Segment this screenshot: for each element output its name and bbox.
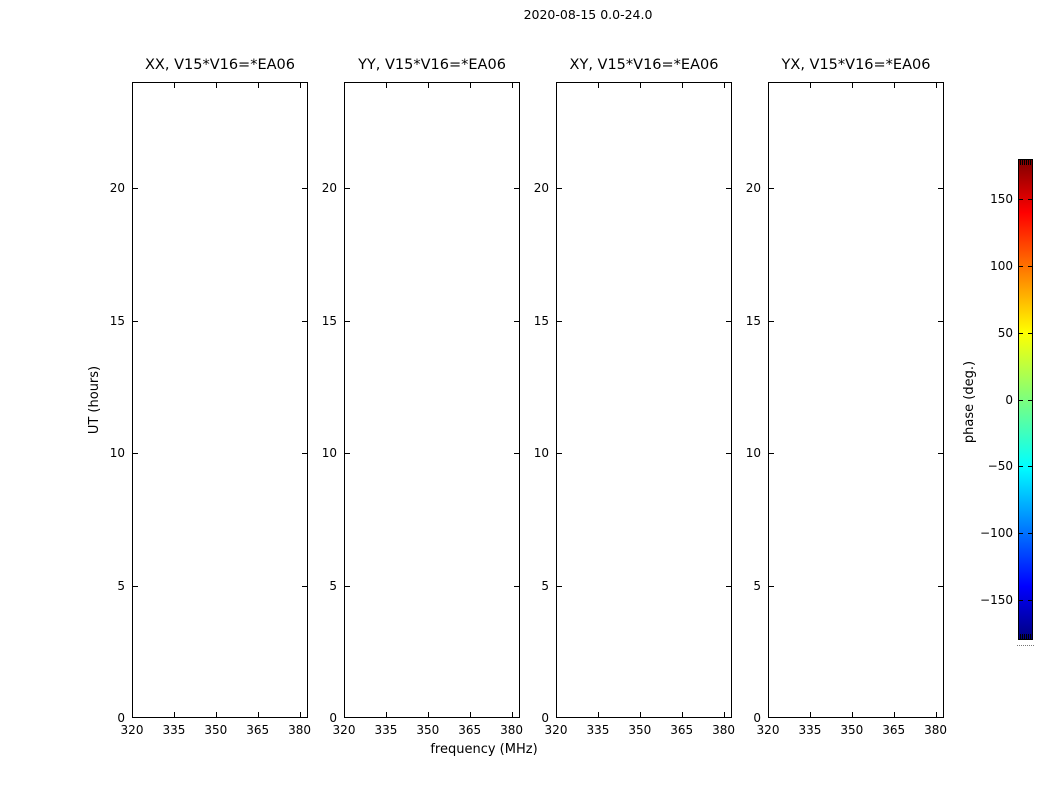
x-tick-mark [428, 712, 429, 717]
x-tick-label: 365 [458, 723, 482, 737]
y-tick-label: 5 [117, 578, 125, 593]
x-tick-label: 320 [544, 723, 568, 737]
y-tick-mark [769, 586, 774, 587]
x-tick-mark [216, 83, 217, 88]
colorbar-tick-mark [1028, 199, 1032, 200]
x-tick-mark [598, 83, 599, 88]
y-tick-label: 0 [541, 711, 549, 725]
x-tick-label: 365 [670, 723, 694, 737]
y-tick-mark [133, 453, 138, 454]
colorbar-tick-mark [1028, 466, 1032, 467]
colorbar-end-hatch [1022, 634, 1023, 639]
colorbar-tick-mark [1019, 466, 1023, 467]
y-tick-label: 0 [753, 711, 761, 725]
colorbar-label: phase (deg.) [962, 360, 977, 444]
x-tick-mark [174, 712, 175, 717]
y-tick-label: 5 [329, 578, 337, 593]
x-tick-label: 365 [246, 723, 270, 737]
x-tick-mark [258, 712, 259, 717]
x-tick-mark [470, 83, 471, 88]
y-tick-label: 20 [533, 181, 549, 195]
colorbar-end-hatch [1026, 634, 1027, 639]
colorbar-end-hatch [1030, 634, 1031, 639]
colorbar-tick-mark [1028, 600, 1032, 601]
x-tick-label: 335 [798, 723, 822, 737]
subplot-title-yx: YX, V15*V16=*EA06 [781, 57, 931, 73]
y-tick-label: 15 [745, 313, 761, 328]
colorbar-end-hatch [1026, 160, 1027, 165]
y-tick-mark [769, 453, 774, 454]
colorbar-tick-mark [1028, 533, 1032, 534]
colorbar-tick-mark [1019, 600, 1023, 601]
y-tick-mark [938, 321, 943, 322]
y-tick-mark [769, 188, 774, 189]
subplot-title-xx: XX, V15*V16=*EA06 [144, 57, 295, 73]
y-tick-mark [345, 321, 350, 322]
colorbar-tick-mark [1028, 400, 1032, 401]
x-tick-label: 350 [840, 723, 864, 737]
colorbar-tick-mark [1019, 199, 1023, 200]
y-tick-mark [133, 321, 138, 322]
y-tick-label: 0 [329, 711, 337, 725]
colorbar-end-hatch [1028, 160, 1029, 165]
x-tick-mark [470, 712, 471, 717]
y-tick-mark [557, 586, 562, 587]
colorbar-end-hatch [1030, 160, 1031, 165]
y-tick-mark [557, 321, 562, 322]
x-tick-mark [810, 83, 811, 88]
x-tick-mark [894, 712, 895, 717]
x-tick-mark [428, 83, 429, 88]
x-tick-label: 365 [882, 723, 906, 737]
plot-panel-xy [556, 82, 732, 718]
y-tick-label: 5 [541, 578, 549, 593]
x-tick-mark [852, 712, 853, 717]
y-axis-label: UT (hours) [87, 365, 102, 435]
x-tick-mark [598, 712, 599, 717]
y-tick-mark [345, 188, 350, 189]
x-tick-mark [810, 712, 811, 717]
colorbar-tick-mark [1019, 333, 1023, 334]
y-tick-mark [938, 586, 943, 587]
colorbar-tick-label: 50 [997, 325, 1013, 340]
y-tick-label: 10 [533, 446, 549, 460]
colorbar-end-hatch [1020, 160, 1021, 165]
figure-title: 2020-08-15 0.0-24.0 [523, 7, 653, 22]
x-tick-label: 350 [628, 723, 652, 737]
colorbar-end-hatch [1022, 160, 1023, 165]
y-tick-label: 10 [321, 446, 337, 460]
y-tick-mark [938, 453, 943, 454]
colorbar-end-hatch [1024, 160, 1025, 165]
x-tick-mark [174, 83, 175, 88]
colorbar-tick-mark [1019, 266, 1023, 267]
x-tick-mark [258, 83, 259, 88]
y-tick-mark [345, 586, 350, 587]
y-tick-label: 15 [321, 313, 337, 328]
x-tick-label: 380 [712, 723, 736, 737]
x-tick-mark [682, 83, 683, 88]
y-tick-label: 15 [109, 313, 125, 328]
x-tick-mark [386, 83, 387, 88]
y-tick-label: 10 [745, 446, 761, 460]
x-tick-mark [852, 83, 853, 88]
colorbar-tick-mark [1028, 266, 1032, 267]
y-tick-label: 5 [753, 578, 761, 593]
x-tick-label: 335 [586, 723, 610, 737]
x-tick-mark [640, 712, 641, 717]
x-tick-mark [386, 712, 387, 717]
y-tick-mark [769, 321, 774, 322]
y-tick-label: 20 [109, 181, 125, 195]
colorbar-end-hatch [1024, 634, 1025, 639]
x-tick-label: 320 [332, 723, 356, 737]
y-tick-mark [938, 188, 943, 189]
x-tick-mark [894, 83, 895, 88]
plot-panel-xx [132, 82, 308, 718]
y-tick-label: 20 [745, 181, 761, 195]
colorbar-end-hatch [1028, 634, 1029, 639]
x-tick-label: 380 [288, 723, 312, 737]
y-tick-label: 20 [321, 181, 337, 195]
x-tick-label: 380 [924, 723, 948, 737]
colorbar-tick-label: 0 [1005, 392, 1013, 407]
y-tick-label: 0 [117, 711, 125, 725]
x-tick-mark [512, 83, 513, 88]
x-tick-label: 320 [756, 723, 780, 737]
y-tick-mark [133, 188, 138, 189]
colorbar-tick-mark [1028, 333, 1032, 334]
colorbar-tick-label: −100 [980, 526, 1013, 541]
y-tick-mark [557, 188, 562, 189]
x-tick-mark [682, 712, 683, 717]
x-tick-mark [216, 712, 217, 717]
plot-panel-yx [768, 82, 944, 718]
x-tick-label: 320 [120, 723, 144, 737]
x-tick-label: 350 [204, 723, 228, 737]
x-axis-label: frequency (MHz) [430, 742, 538, 757]
colorbar-tick-label: −150 [980, 592, 1013, 607]
x-tick-mark [936, 83, 937, 88]
x-tick-mark [300, 83, 301, 88]
x-tick-mark [724, 83, 725, 88]
colorbar-end-hatch [1020, 634, 1021, 639]
colorbar-tick-label: 150 [990, 192, 1013, 207]
x-tick-label: 335 [162, 723, 186, 737]
colorbar-bottom-dotted-line [1017, 645, 1034, 646]
plot-panel-yy [344, 82, 520, 718]
x-tick-mark [936, 712, 937, 717]
y-tick-mark [557, 453, 562, 454]
colorbar-tick-mark [1019, 400, 1023, 401]
subplot-title-yy: YY, V15*V16=*EA06 [358, 57, 506, 73]
colorbar-tick-label: −50 [987, 459, 1013, 474]
subplot-title-xy: XY, V15*V16=*EA06 [569, 57, 719, 73]
x-tick-mark [640, 83, 641, 88]
x-tick-label: 350 [416, 723, 440, 737]
x-tick-label: 380 [500, 723, 524, 737]
colorbar-tick-mark [1019, 533, 1023, 534]
x-tick-label: 335 [374, 723, 398, 737]
colorbar-tick-label: 100 [990, 258, 1013, 273]
y-tick-label: 15 [533, 313, 549, 328]
y-tick-mark [133, 586, 138, 587]
y-tick-label: 10 [109, 446, 125, 460]
y-tick-mark [345, 453, 350, 454]
